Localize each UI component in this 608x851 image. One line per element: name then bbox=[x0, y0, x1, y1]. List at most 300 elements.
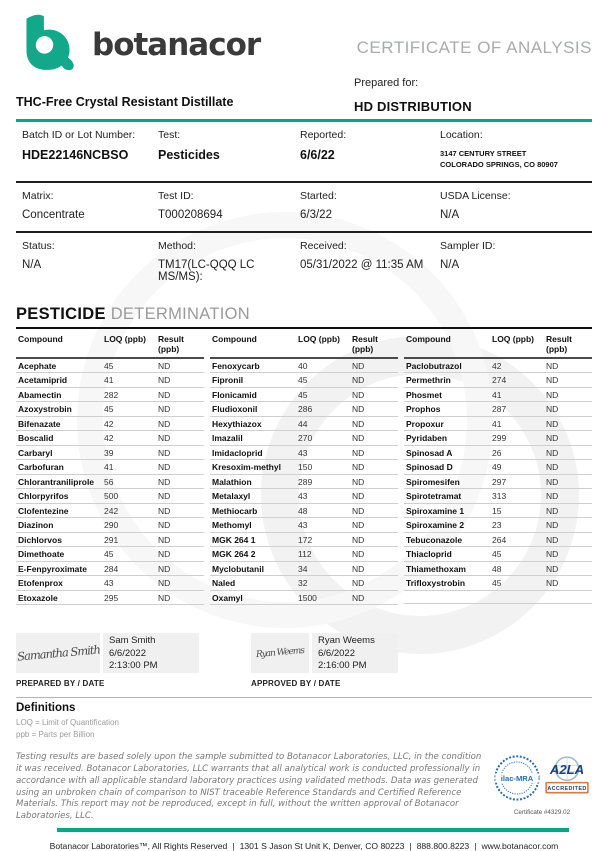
info-field-value bbox=[22, 209, 158, 221]
compound-name: Abamectin bbox=[18, 389, 62, 400]
info-field bbox=[158, 240, 300, 283]
compound-name: Metalaxyl bbox=[212, 491, 251, 501]
result-value: ND bbox=[158, 505, 171, 516]
info-grid-row bbox=[16, 122, 592, 183]
result-value: ND bbox=[352, 433, 365, 443]
loq-value: 39 bbox=[104, 447, 114, 458]
definitions-section bbox=[16, 697, 592, 739]
table-row bbox=[404, 402, 592, 417]
table-row bbox=[210, 460, 398, 475]
footer-separator: | bbox=[409, 841, 412, 851]
compound-name: Phosmet bbox=[406, 389, 442, 400]
result-value: ND bbox=[352, 447, 365, 458]
table-row bbox=[404, 547, 592, 562]
info-field bbox=[158, 190, 300, 221]
prepared-signature-script: Samantha Smith bbox=[16, 642, 100, 664]
info-field-value bbox=[158, 148, 300, 162]
compound-name: Methomyl bbox=[212, 520, 252, 530]
table-column-header: Compound bbox=[18, 333, 63, 344]
info-field-value bbox=[300, 148, 440, 162]
table-row bbox=[404, 533, 592, 548]
table-column-header: Result (ppb) bbox=[546, 333, 572, 354]
info-field-value bbox=[440, 259, 592, 271]
loq-value: 45 bbox=[298, 375, 308, 385]
result-value: ND bbox=[158, 491, 171, 501]
table-row bbox=[210, 446, 398, 461]
loq-value: 48 bbox=[298, 505, 308, 516]
info-field-label: Started: bbox=[300, 189, 337, 202]
table-row bbox=[210, 359, 398, 374]
table-row bbox=[16, 504, 204, 519]
loq-value: 56 bbox=[104, 476, 114, 487]
compound-name: Acetamiprid bbox=[18, 375, 68, 385]
result-value: ND bbox=[352, 578, 365, 588]
table-row bbox=[16, 533, 204, 548]
pesticide-section-title bbox=[16, 305, 592, 329]
result-value: ND bbox=[352, 534, 365, 545]
compound-name: Spinosad D bbox=[406, 462, 453, 472]
loq-value: 41 bbox=[492, 389, 502, 400]
footer-address: 1301 S Jason St Unit K, Denver, CO 80223 bbox=[239, 841, 405, 851]
table-row bbox=[210, 504, 398, 519]
info-field-value-line: 3147 CENTURY STREET bbox=[440, 149, 527, 158]
compound-name: Fludioxonil bbox=[212, 404, 258, 414]
signature-section bbox=[16, 633, 592, 688]
table-row bbox=[16, 489, 204, 504]
compound-name: E-Fenpyroximate bbox=[18, 563, 87, 574]
result-value: ND bbox=[546, 360, 559, 371]
compound-name: Flonicamid bbox=[212, 389, 257, 400]
loq-value: 45 bbox=[104, 404, 114, 414]
result-value: ND bbox=[352, 404, 365, 414]
info-field-value-line: HDE22146NCBSO bbox=[22, 148, 129, 162]
compound-name: Hexythiazox bbox=[212, 418, 262, 429]
footer-company: Botanacor Laboratories™, All Rights Reserved bbox=[49, 841, 228, 851]
table-column-header: Result (ppb) bbox=[158, 333, 184, 354]
approved-signature-script: Ryan Weems bbox=[255, 645, 305, 661]
result-value: ND bbox=[158, 360, 171, 371]
table-column-header: Compound bbox=[212, 333, 257, 344]
table-row bbox=[404, 576, 592, 591]
compound-name: Carbofuran bbox=[18, 462, 64, 472]
table-row bbox=[210, 562, 398, 577]
loq-value: 32 bbox=[298, 578, 308, 588]
header bbox=[16, 0, 592, 77]
info-field-value bbox=[158, 209, 300, 221]
table-row bbox=[404, 518, 592, 533]
loq-value: 44 bbox=[298, 418, 308, 429]
prepared-for-block bbox=[354, 77, 592, 114]
loq-value: 45 bbox=[104, 360, 114, 371]
loq-value: 500 bbox=[104, 491, 119, 501]
table-row bbox=[210, 431, 398, 446]
table-column-header: Result (ppb) bbox=[352, 333, 378, 354]
table-row bbox=[210, 489, 398, 504]
info-field-value-line: N/A bbox=[440, 258, 460, 271]
loq-value: 289 bbox=[298, 476, 313, 487]
prepared-for-label: Prepared for: bbox=[354, 77, 419, 89]
result-value: ND bbox=[352, 491, 365, 501]
loq-value: 26 bbox=[492, 447, 502, 458]
table-row bbox=[210, 417, 398, 432]
info-field-value-line: 6/3/22 bbox=[300, 208, 332, 221]
compound-name: Paclobutrazol bbox=[406, 360, 462, 371]
loq-value: 1500 bbox=[298, 592, 317, 603]
result-value: ND bbox=[546, 418, 559, 429]
table-row bbox=[16, 475, 204, 490]
definition-loq: LOQ = Limit of Quantification bbox=[16, 717, 119, 727]
result-value: ND bbox=[352, 563, 365, 574]
table-row bbox=[404, 475, 592, 490]
info-field-label: Received: bbox=[300, 239, 347, 252]
info-field-label: Test: bbox=[158, 129, 181, 141]
loq-value: 15 bbox=[492, 505, 502, 516]
result-value: ND bbox=[158, 534, 171, 545]
table-row bbox=[210, 518, 398, 533]
result-value: ND bbox=[352, 418, 365, 429]
loq-value: 41 bbox=[492, 418, 502, 429]
compound-name: Dimethoate bbox=[18, 549, 65, 559]
prepared-sign-time: 2:13:00 PM bbox=[109, 660, 158, 672]
result-value: ND bbox=[352, 360, 365, 371]
prepared-sign-date: 6/6/2022 bbox=[109, 647, 146, 659]
approved-by-block bbox=[251, 633, 398, 688]
compound-name: Malathion bbox=[212, 476, 252, 487]
info-field-value bbox=[440, 209, 592, 221]
result-value: ND bbox=[352, 549, 365, 559]
result-value: ND bbox=[546, 505, 559, 516]
loq-value: 42 bbox=[104, 418, 114, 429]
table-column-header: LOQ (ppb) bbox=[104, 333, 147, 344]
result-value: ND bbox=[352, 375, 365, 385]
compound-name bbox=[404, 591, 490, 603]
table-row bbox=[210, 475, 398, 490]
table-row bbox=[16, 359, 204, 374]
table-row bbox=[404, 504, 592, 519]
compound-name: Chlorantraniliprole bbox=[18, 476, 95, 487]
info-field-value bbox=[300, 259, 440, 271]
compound-name: Imazalil bbox=[212, 433, 243, 443]
compound-name: Azoxystrobin bbox=[18, 404, 72, 414]
compound-name: Diazinon bbox=[18, 520, 54, 530]
loq-value: 242 bbox=[104, 505, 119, 516]
loq-value: 41 bbox=[104, 375, 114, 385]
info-field-value-line: 6/6/22 bbox=[300, 148, 335, 162]
prepared-by-boxes bbox=[16, 633, 199, 673]
compound-name: Tebuconazole bbox=[406, 534, 463, 545]
table-row bbox=[404, 388, 592, 403]
info-field-value bbox=[300, 209, 440, 221]
brand-wordmark: botanacor bbox=[92, 26, 261, 63]
result-value: ND bbox=[158, 520, 171, 530]
info-field-value-line: 05/31/2022 @ 11:35 AM bbox=[300, 258, 424, 271]
ilac-mra-label: ilac-MRA bbox=[500, 773, 534, 783]
table-column-header: LOQ (ppb) bbox=[492, 333, 535, 344]
loq-value: 290 bbox=[104, 520, 119, 530]
table-header-row bbox=[404, 331, 592, 359]
table-row bbox=[404, 446, 592, 461]
loq-value: 45 bbox=[298, 389, 308, 400]
info-field-label: Location: bbox=[440, 129, 483, 141]
compound-name: Clofentezine bbox=[18, 505, 69, 516]
table-column-header: LOQ (ppb) bbox=[298, 333, 341, 344]
compound-name: Spiromesifen bbox=[406, 476, 460, 487]
loq-value: 297 bbox=[492, 476, 507, 487]
table-row bbox=[404, 373, 592, 388]
result-value: ND bbox=[546, 375, 559, 385]
footer-divider-rule bbox=[57, 828, 569, 832]
result-value: ND bbox=[158, 592, 171, 603]
certificate-number: Certificate #4329.02 bbox=[513, 809, 571, 816]
result-value: ND bbox=[352, 520, 365, 530]
table-row bbox=[16, 388, 204, 403]
table-row bbox=[16, 576, 204, 591]
compound-name: Fenoxycarb bbox=[212, 360, 260, 371]
table-row bbox=[16, 417, 204, 432]
table-row bbox=[404, 359, 592, 374]
approved-sign-time: 2:16:00 PM bbox=[318, 660, 367, 672]
approved-by-boxes bbox=[251, 633, 398, 673]
loq-value: 48 bbox=[492, 563, 502, 574]
table-row bbox=[210, 547, 398, 562]
table-row bbox=[404, 591, 592, 604]
info-field-value-line: N/A bbox=[440, 208, 460, 221]
info-field bbox=[158, 129, 300, 171]
info-field bbox=[440, 190, 592, 221]
loq-value: 284 bbox=[104, 563, 119, 574]
loq-value bbox=[490, 591, 544, 603]
loq-value: 43 bbox=[104, 578, 114, 588]
compound-name: Methiocarb bbox=[212, 505, 258, 516]
accreditation-logos bbox=[492, 754, 592, 807]
info-field bbox=[440, 129, 592, 171]
approved-by-caption: APPROVED BY / DATE bbox=[251, 679, 341, 688]
info-field bbox=[300, 240, 440, 283]
info-field-value-line: TM17(LC-QQQ LC MS/MS): bbox=[158, 258, 255, 283]
table-column-header: Compound bbox=[406, 333, 451, 344]
compound-name: Chlorpyrifos bbox=[18, 491, 69, 501]
result-value: ND bbox=[546, 534, 559, 545]
info-field bbox=[300, 129, 440, 171]
info-field bbox=[440, 240, 592, 283]
info-field-value bbox=[158, 259, 300, 283]
loq-value: 43 bbox=[298, 520, 308, 530]
disclaimer-text: Testing results are based solely upon the sample submitted to Botanacor Laboratories, LLC, in the condition it was received. Botanacor Laboratories, LLC warrants that all analytical work is conducted professionally in accordance with all applicable standard laboratory practices using validated methods. Data was generated using an unbroken chain of comparison to NIST traceable Reference Standards and Certified Reference Materials. This report may not be reproduced, except in full, without the written approval of Botanacor Laboratories, LLC. bbox=[16, 752, 482, 822]
result-value: ND bbox=[546, 549, 559, 559]
info-field-value-line: Concentrate bbox=[22, 208, 85, 221]
result-value: ND bbox=[546, 578, 559, 588]
a2la-accredited-badge-icon bbox=[543, 755, 591, 806]
result-value: ND bbox=[158, 389, 171, 400]
info-field bbox=[22, 190, 158, 221]
sample-title: THC-Free Crystal Resistant Distillate bbox=[16, 95, 234, 109]
table-row bbox=[210, 591, 398, 606]
table-row bbox=[404, 431, 592, 446]
loq-value: 23 bbox=[492, 520, 502, 530]
info-field-value bbox=[22, 259, 158, 271]
result-value: ND bbox=[158, 447, 171, 458]
loq-value: 112 bbox=[298, 549, 312, 559]
info-field-label: Matrix: bbox=[22, 189, 54, 202]
result-value: ND bbox=[546, 520, 559, 530]
result-value: ND bbox=[158, 476, 171, 487]
loq-value: 274 bbox=[492, 375, 507, 385]
compound-name: Myclobutanil bbox=[212, 563, 264, 574]
ilac-mra-seal-icon bbox=[493, 754, 541, 807]
compound-name: Thiacloprid bbox=[406, 549, 452, 559]
table-row bbox=[16, 562, 204, 577]
table-row bbox=[404, 417, 592, 432]
compound-name: Trifloxystrobin bbox=[406, 578, 466, 588]
result-value: ND bbox=[158, 418, 171, 429]
info-field-value bbox=[22, 148, 158, 162]
info-field-value bbox=[440, 148, 592, 171]
approved-sign-date: 6/6/2022 bbox=[318, 647, 355, 659]
pesticide-table-group bbox=[210, 331, 398, 606]
result-value: ND bbox=[546, 491, 559, 501]
info-field bbox=[300, 190, 440, 221]
info-field bbox=[22, 129, 158, 171]
result-value: ND bbox=[158, 433, 171, 443]
compound-name: Etoxazole bbox=[18, 592, 58, 603]
result-value: ND bbox=[352, 389, 365, 400]
footer bbox=[16, 841, 592, 851]
compound-name: Permethrin bbox=[406, 375, 451, 385]
a2la-label: A2LA bbox=[549, 762, 585, 778]
info-field-value-line: COLORADO SPRINGS, CO 80907 bbox=[440, 160, 558, 170]
compound-name: MGK 264 1 bbox=[212, 534, 256, 545]
info-field-value-line: N/A bbox=[22, 258, 42, 271]
compound-name: Spinosad A bbox=[406, 447, 453, 458]
compound-name: Thiamethoxam bbox=[406, 563, 466, 574]
pesticide-table-group bbox=[16, 331, 204, 606]
compound-name: Carbaryl bbox=[18, 447, 53, 458]
compound-name: Oxamyl bbox=[212, 592, 243, 603]
table-row bbox=[210, 388, 398, 403]
result-value: ND bbox=[158, 578, 171, 588]
info-field bbox=[22, 240, 158, 283]
info-field-value-line: Pesticides bbox=[158, 148, 220, 162]
loq-value: 45 bbox=[492, 578, 502, 588]
info-field-label: Reported: bbox=[300, 129, 347, 141]
compound-name: Spiroxamine 2 bbox=[406, 520, 465, 530]
loq-value: 49 bbox=[492, 462, 502, 472]
loq-value: 295 bbox=[104, 592, 119, 603]
compound-name: Prophos bbox=[406, 404, 441, 414]
result-value: ND bbox=[546, 476, 559, 487]
table-row bbox=[404, 489, 592, 504]
compound-name: Boscalid bbox=[18, 433, 54, 443]
loq-value: 282 bbox=[104, 389, 119, 400]
prepared-signer-name: Sam Smith bbox=[109, 635, 156, 646]
loq-value: 45 bbox=[104, 549, 114, 559]
botanacor-logo-icon bbox=[16, 12, 80, 77]
info-field-value-line: T000208694 bbox=[158, 208, 223, 221]
compound-name: Bifenazate bbox=[18, 418, 61, 429]
result-value: ND bbox=[546, 433, 559, 443]
approved-signer-details bbox=[312, 633, 398, 673]
table-row bbox=[210, 576, 398, 591]
footer-phone: 888.800.8223 bbox=[416, 841, 470, 851]
loq-value: 299 bbox=[492, 433, 507, 443]
result-value bbox=[544, 591, 590, 603]
approved-signature-box bbox=[251, 633, 309, 673]
loq-value: 291 bbox=[104, 534, 119, 545]
table-row bbox=[404, 562, 592, 577]
table-row bbox=[16, 591, 204, 606]
table-row bbox=[16, 547, 204, 562]
loq-value: 41 bbox=[104, 462, 114, 472]
table-header-row bbox=[210, 331, 398, 359]
info-field-label: USDA License: bbox=[440, 189, 511, 202]
table-row bbox=[404, 460, 592, 475]
loq-value: 42 bbox=[492, 360, 502, 371]
result-value: ND bbox=[546, 389, 559, 400]
table-row bbox=[210, 373, 398, 388]
result-value: ND bbox=[546, 563, 559, 574]
loq-value: 287 bbox=[492, 404, 507, 414]
table-row bbox=[16, 460, 204, 475]
compound-name: Propoxur bbox=[406, 418, 444, 429]
table-row bbox=[16, 518, 204, 533]
footer-separator: | bbox=[232, 841, 235, 851]
prepared-signature-box bbox=[16, 633, 100, 673]
loq-value: 150 bbox=[298, 462, 313, 472]
table-row bbox=[16, 402, 204, 417]
compound-name: Dichlorvos bbox=[18, 534, 62, 545]
loq-value: 172 bbox=[298, 534, 313, 545]
result-value: ND bbox=[158, 549, 171, 559]
compound-name: MGK 264 2 bbox=[212, 549, 256, 559]
prepared-by-caption: PREPARED BY / DATE bbox=[16, 679, 105, 688]
loq-value: 43 bbox=[298, 491, 308, 501]
prepared-signer-details bbox=[103, 633, 199, 673]
subheader bbox=[16, 77, 592, 114]
compound-name: Kresoxim-methyl bbox=[212, 462, 281, 472]
info-field-label: Batch ID or Lot Number: bbox=[22, 129, 136, 141]
result-value: ND bbox=[158, 404, 171, 414]
pesticide-table-group bbox=[404, 331, 592, 606]
info-field-label: Sampler ID: bbox=[440, 239, 496, 252]
compound-name: Etofenprox bbox=[18, 578, 63, 588]
table-row bbox=[16, 446, 204, 461]
table-row bbox=[16, 431, 204, 446]
loq-value: 43 bbox=[298, 447, 308, 458]
section-title-primary: PESTICIDE bbox=[16, 304, 106, 323]
result-value: ND bbox=[352, 592, 365, 603]
prepared-for-value: HD DISTRIBUTION bbox=[354, 99, 472, 114]
result-value: ND bbox=[546, 447, 559, 458]
result-value: ND bbox=[546, 462, 559, 472]
loq-value: 286 bbox=[298, 404, 313, 414]
compound-name: Imidacloprid bbox=[212, 447, 263, 458]
result-value: ND bbox=[352, 476, 365, 487]
compound-name: Fipronil bbox=[212, 375, 244, 385]
result-value: ND bbox=[352, 462, 365, 472]
table-row bbox=[16, 373, 204, 388]
table-row bbox=[210, 402, 398, 417]
table-header-row bbox=[16, 331, 204, 359]
definition-ppb: ppb = Parts per Billion bbox=[16, 730, 95, 739]
compound-name: Spirotetramat bbox=[406, 491, 462, 501]
compound-name: Naled bbox=[212, 578, 236, 588]
info-grid-row bbox=[16, 233, 592, 293]
loq-value: 40 bbox=[298, 360, 308, 371]
loq-value: 313 bbox=[492, 491, 507, 501]
info-grid bbox=[16, 122, 592, 293]
brand bbox=[16, 12, 260, 77]
result-value: ND bbox=[546, 404, 559, 414]
